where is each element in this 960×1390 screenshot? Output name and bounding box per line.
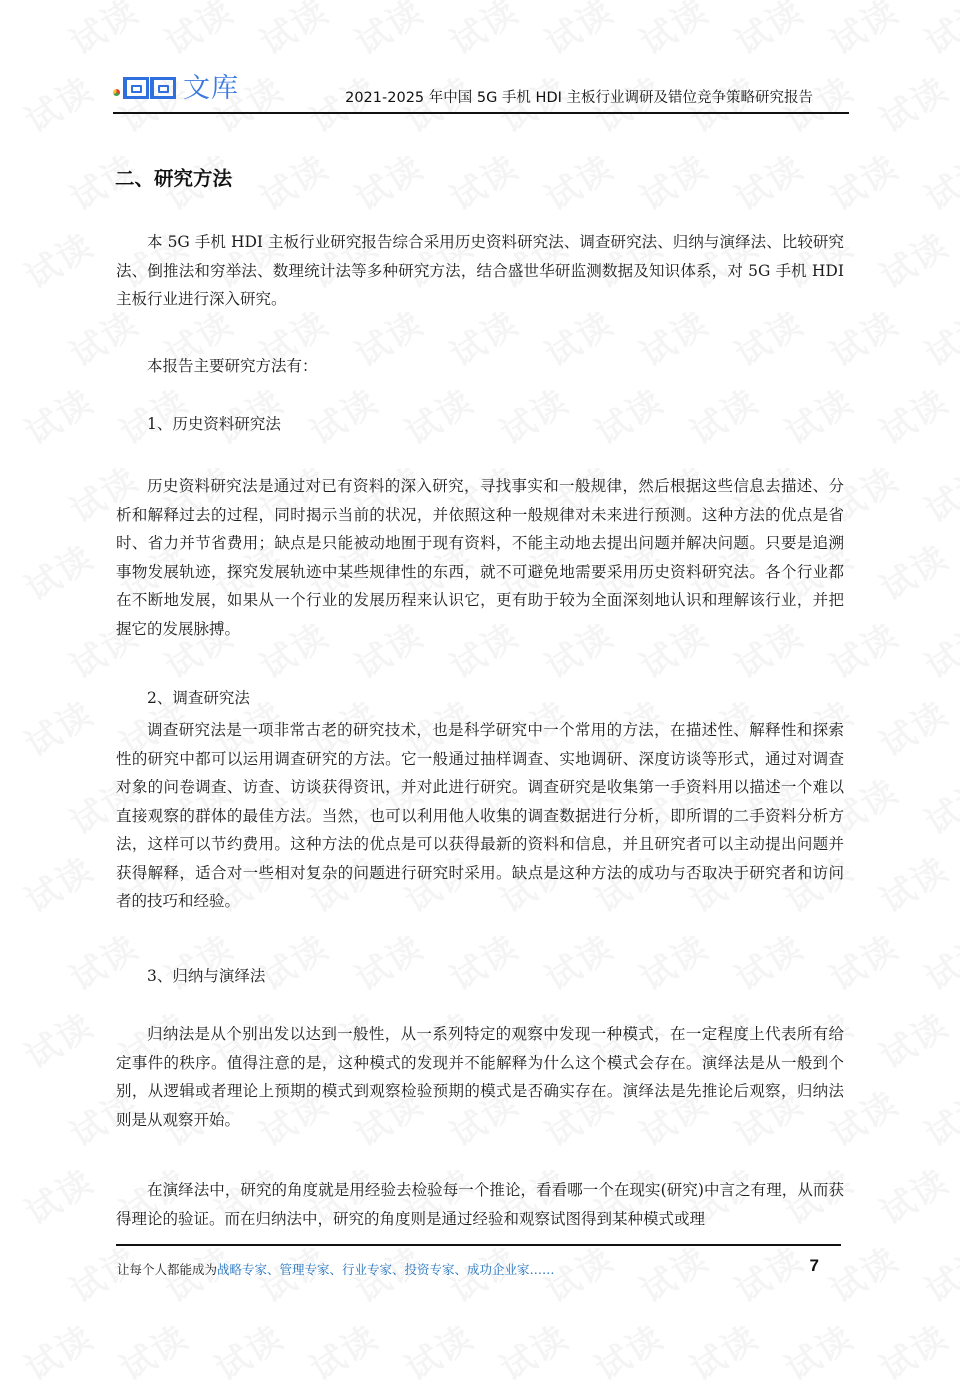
intro-paragraph: 本 5G 手机 HDI 主板行业研究报告综合采用历史资料研究法、调查研究法、归纳与演绎法、比较研究法、倒推法和穷举法、数理统计法等多种研究方法，结合盛世华研监测数据及知识体系，对 5G 手机 HDI 主板行业进行深入研究。: [116, 233, 844, 308]
watermark-text: [819, 921, 906, 1001]
method-paragraph-deduction: 在演绎法中，研究的角度就是用经验去检验每一个推论，看看哪一个在现实(研究)中言之有理，从而获得理论的验证。而在归纳法中，研究的角度则是通过经验和观察试图得到某种模式或理: [116, 1181, 844, 1228]
method-heading-induction: 3、归纳与演绎法: [147, 967, 266, 985]
watermark-text: [869, 219, 956, 299]
watermark-text: [14, 1311, 101, 1390]
watermark-text: [629, 0, 716, 64]
report-title: 2021-2025 年中国 5G 手机 HDI 主板行业调研及错位竞争策略研究报告: [345, 90, 813, 106]
logo: [113, 72, 239, 104]
watermark-text: [914, 921, 960, 1001]
watermark-text: [914, 141, 960, 221]
watermark-text: [914, 297, 960, 377]
watermark-text: [439, 0, 526, 64]
watermark-text: [14, 687, 101, 767]
watermark-text: [394, 1311, 481, 1390]
page-header: [113, 70, 849, 114]
method-paragraph-history: 历史资料研究法是通过对已有资料的深入研究，寻找事实和一般规律，然后根据这些信息去描述、分析和解释过去的过程，同时揭示当前的状况，并依照这种一般规律对未来进行预测。这种方法的优点是省时、省力并节省费用；缺点是只能被动地囿于现有资料，不能主动地去提出问题并解决问题。只要是追溯事物发展轨迹，探究发展轨迹中某些规律性的东西，就不可避免地需要采用历史资料研究法。各个行业都在不断地发展，如果从一个行业的发展历程来认识它，更有助于较为全面深刻地认识和理解该行业，并把握它的发展脉搏。: [116, 477, 844, 638]
page-number: 7: [809, 1256, 819, 1275]
watermark-text: [819, 0, 906, 64]
logo-box-icon: [150, 77, 176, 99]
method-paragraph-survey: 调查研究法是一项非常古老的研究技术，也是科学研究中一个常用的方法，在描述性、解释性和探索性的研究中都可以运用调查研究的方法。它一般通过抽样调查、实地调研、深度访谈等形式，通过对调查对象的问卷调查、访查、访谈获得资讯，并对此进行研究。调查研究是收集第一手资料用以描述一个难以直接观察的群体的最佳方法。当然，也可以利用他人收集的调查数据进行分析，即所谓的二手资料分析方法，这样可以节约费用。这种方法的优点是可以获得最新的资料和信息，并且研究者可以主动提出问题并获得解释，适合对一些相对复杂的问题进行研究时采用。缺点是这种方法的成功与否取决于研究者和访问者的技巧和经验。: [116, 721, 844, 910]
watermark-text: [59, 0, 146, 64]
watermark-text: [869, 999, 956, 1079]
watermark-text: [774, 1311, 861, 1390]
watermark-text: [14, 1155, 101, 1235]
watermark-text: [439, 921, 526, 1001]
watermark-text: [869, 1155, 956, 1235]
watermark-text: [534, 141, 621, 221]
watermark-text: [249, 141, 336, 221]
watermark-text: [819, 141, 906, 221]
watermark-text: [869, 531, 956, 611]
watermark-text: [14, 531, 101, 611]
watermark-text: [109, 1311, 196, 1390]
watermark-text: [394, 375, 481, 455]
logo-dot-icon: [113, 89, 120, 96]
watermark-text: [679, 375, 766, 455]
watermark-text: [629, 141, 716, 221]
watermark-text: [914, 765, 960, 845]
watermark-text: [204, 1311, 291, 1390]
watermark-text: [869, 687, 956, 767]
watermark-text: [154, 0, 241, 64]
watermark-text: [439, 141, 526, 221]
page-footer: [116, 1244, 841, 1277]
watermark-text: [299, 1311, 386, 1390]
watermark-text: [629, 921, 716, 1001]
watermark-text: [534, 0, 621, 64]
watermark-text: [869, 843, 956, 923]
watermark-text: [584, 375, 671, 455]
watermark-text: [869, 63, 956, 143]
method-heading-history: 1、历史资料研究法: [147, 415, 281, 433]
watermark-text: [679, 1311, 766, 1390]
watermark-text: [59, 921, 146, 1001]
watermark-text: [489, 1311, 576, 1390]
watermark-text: [914, 1077, 960, 1157]
slogan-highlight: 战略专家、管理专家、行业专家、投资专家、成功企业家……: [217, 1262, 555, 1277]
method-paragraph-induction: 归纳法是从个别出发以达到一般性，从一系列特定的观察中发现一种模式，在一定程度上代表所有给定事件的秩序。值得注意的是，这种模式的发现并不能解释为什么这个模式会存在。演绎法是从一般到个别，从逻辑或者理论上预期的模式到观察检验预期的模式是否确实存在。演绎法是先推论后观察，归纳法则是从观察开始。: [116, 1025, 844, 1129]
logo-text: 文库: [183, 72, 239, 104]
watermark-text: [584, 1311, 671, 1390]
logo-mark-icon: [123, 75, 177, 101]
watermark-text: [914, 453, 960, 533]
watermark-text: [869, 1311, 956, 1390]
watermark-text: [14, 843, 101, 923]
watermark-text: [299, 375, 386, 455]
slogan-prefix: 让每个人都能成为: [117, 1262, 218, 1277]
watermark-text: [14, 375, 101, 455]
watermark-text: [14, 219, 101, 299]
watermark-text: [534, 921, 621, 1001]
footer-slogan: [117, 1260, 555, 1278]
section-title: 二、研究方法: [115, 167, 233, 190]
watermark-text: [914, 0, 960, 64]
method-heading-survey: 2、调查研究法: [147, 689, 250, 707]
watermark-text: [14, 999, 101, 1079]
watermark-text: [724, 921, 811, 1001]
watermark-text: [914, 609, 960, 689]
logo-box-icon: [123, 77, 149, 99]
watermark-text: [489, 375, 576, 455]
watermark-text: [724, 0, 811, 64]
watermark-text: [869, 375, 956, 455]
watermark-text: [14, 63, 101, 143]
methods-lead: 本报告主要研究方法有：: [147, 357, 318, 375]
watermark-text: [249, 0, 336, 64]
watermark-text: [774, 375, 861, 455]
watermark-text: [344, 141, 431, 221]
watermark-text: [344, 921, 431, 1001]
watermark-text: [724, 141, 811, 221]
watermark-text: [914, 1233, 960, 1313]
watermark-text: [344, 0, 431, 64]
